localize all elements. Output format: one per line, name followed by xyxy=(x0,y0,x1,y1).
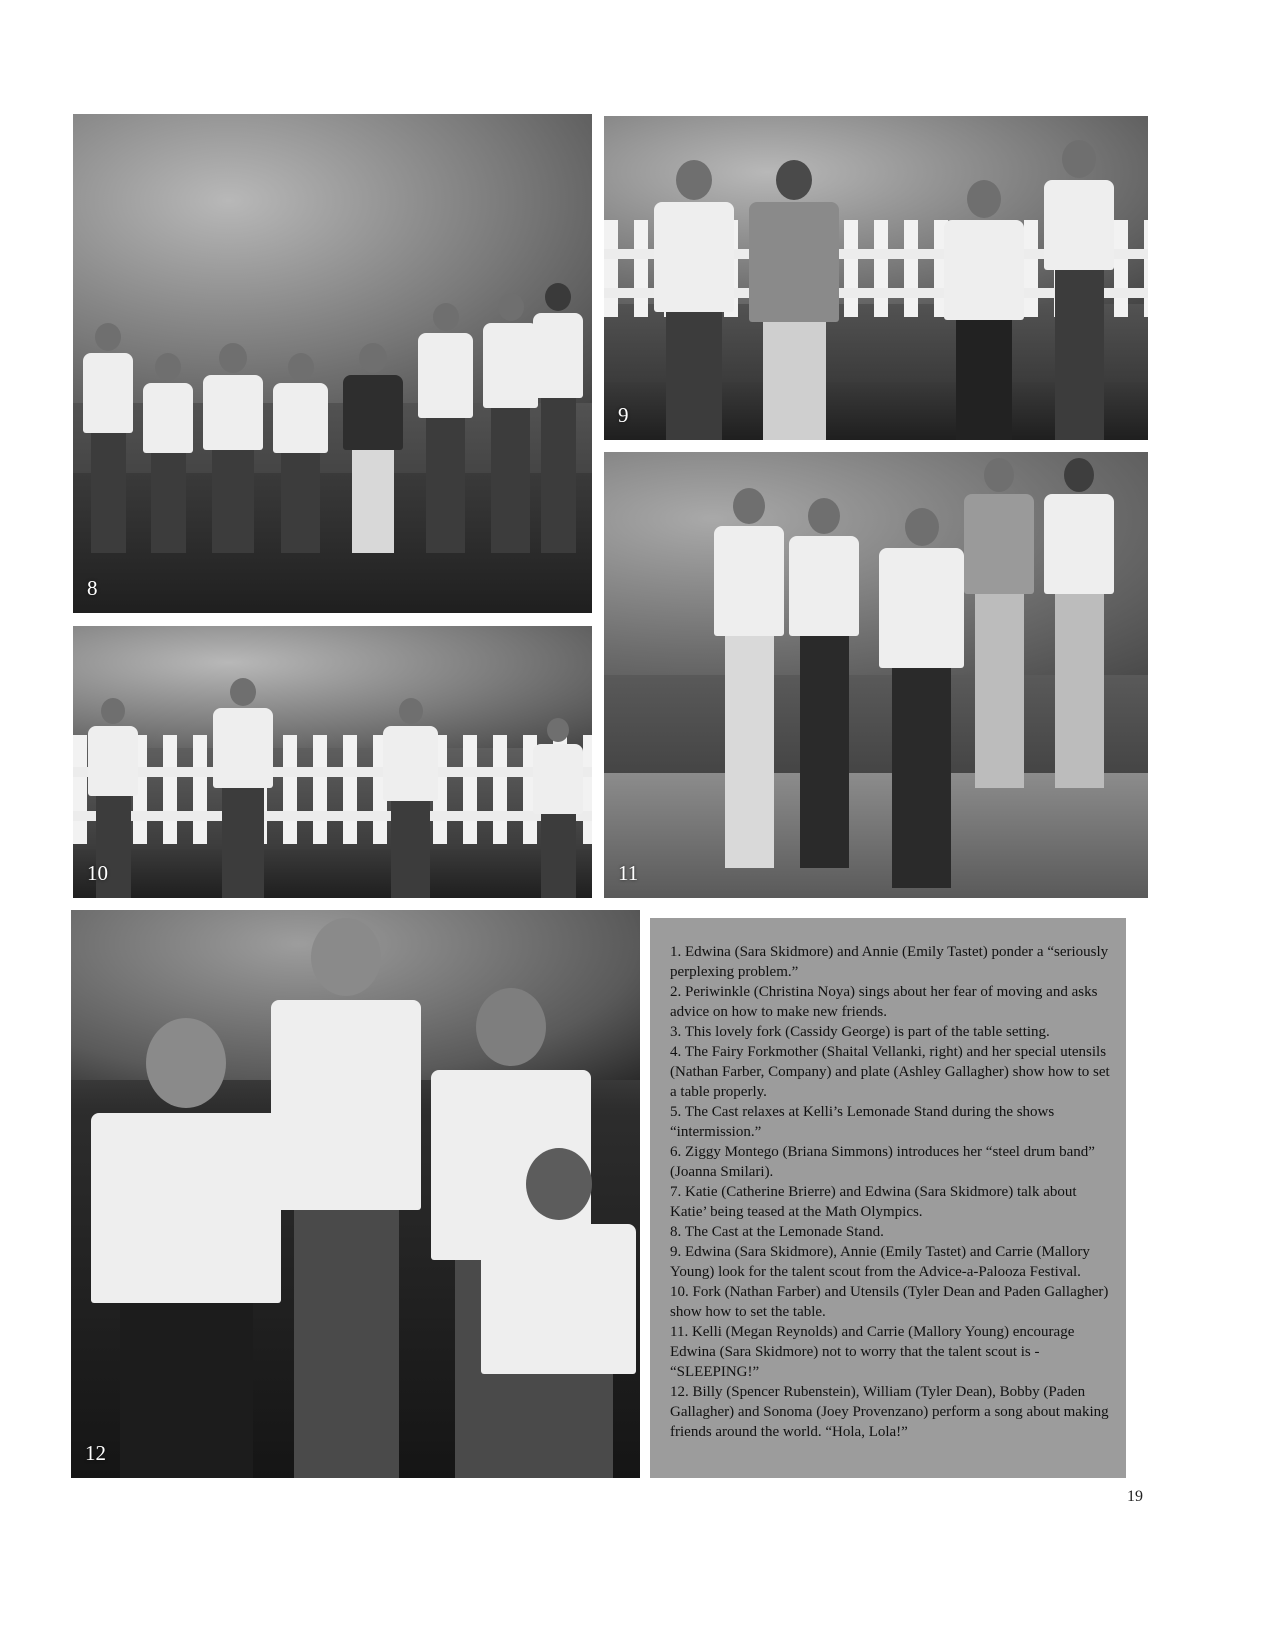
cast-member xyxy=(483,293,538,553)
caption-item: 4. The Fairy Forkmother (Shaital Vellanki, right) and her special utensils (Nathan Farber, Company) and plate (Ashley Gallagher) show how to set a table properly. xyxy=(670,1044,1110,1100)
photo-number: 12 xyxy=(85,1441,106,1465)
cast-member xyxy=(91,1018,281,1478)
photo-9 xyxy=(604,116,1148,440)
photo-11 xyxy=(604,452,1148,898)
cast-member xyxy=(481,1148,636,1478)
caption-item: 6. Ziggy Montego (Briana Simmons) introduces her “steel drum band” (Joanna Smilari). xyxy=(670,1144,1095,1180)
caption-item: 7. Katie (Catherine Brierre) and Edwina (Sara Skidmore) talk about Katie’ being teased at the Math Olympics. xyxy=(670,1184,1077,1220)
cast-member xyxy=(271,918,421,1478)
photo-12 xyxy=(71,910,640,1478)
stage-floor xyxy=(73,849,592,898)
cast-member xyxy=(83,323,133,553)
cast-member xyxy=(273,353,328,553)
caption-item: 12. Billy (Spencer Rubenstein), William (Tyler Dean), Bobby (Paden Gallagher) and Sonoma (Joey Provenzano) perform a song about making friends around the world. “Hola, Lola!” xyxy=(670,1384,1109,1440)
cast-member xyxy=(714,488,784,868)
caption-item: 9. Edwina (Sara Skidmore), Annie (Emily Tastet) and Carrie (Mallory Young) look for the talent scout from the Advice-a-Palooza Festival. xyxy=(670,1244,1090,1280)
stage-backdrop xyxy=(73,626,592,748)
cast-member xyxy=(879,508,964,888)
cast-member xyxy=(343,343,403,553)
cast-member xyxy=(1044,140,1114,440)
cast-member xyxy=(1044,458,1114,788)
cast-member xyxy=(203,343,263,553)
caption-item: 8. The Cast at the Lemonade Stand. xyxy=(670,1224,884,1240)
photo-number: 9 xyxy=(618,403,629,427)
caption-item: 10. Fork (Nathan Farber) and Utensils (Tyler Dean and Paden Gallagher) show how to set the table. xyxy=(670,1284,1109,1320)
cast-member xyxy=(944,180,1024,440)
photo-number: 8 xyxy=(87,576,98,600)
caption-item: 2. Periwinkle (Christina Noya) sings about her fear of moving and asks advice on how to make new friends. xyxy=(670,984,1098,1020)
caption-box xyxy=(650,918,1126,1478)
cast-member xyxy=(143,353,193,553)
cast-member xyxy=(383,698,438,898)
cast-member xyxy=(749,160,839,440)
caption-item: 11. Kelli (Megan Reynolds) and Carrie (Mallory Young) encourage Edwina (Sara Skidmore) not to worry that the talent scout is - “SLEEPING!” xyxy=(670,1324,1075,1380)
photo-8 xyxy=(73,114,592,613)
cast-member xyxy=(418,303,473,553)
cast-member xyxy=(533,718,583,898)
page-number: 19 xyxy=(1127,1488,1143,1505)
cast-member xyxy=(213,678,273,898)
cast-member xyxy=(964,458,1034,788)
cast-member xyxy=(533,283,583,553)
photo-number: 10 xyxy=(87,861,108,885)
caption-item: 3. This lovely fork (Cassidy George) is part of the table setting. xyxy=(670,1024,1050,1040)
cast-member xyxy=(789,498,859,868)
photo-number: 11 xyxy=(618,861,639,885)
picket-fence xyxy=(73,735,592,844)
caption-item: 1. Edwina (Sara Skidmore) and Annie (Emily Tastet) ponder a “seriously perplexing problem.” xyxy=(670,944,1109,980)
photo-10 xyxy=(73,626,592,898)
caption-item: 5. The Cast relaxes at Kelli’s Lemonade Stand during the shows “intermission.” xyxy=(670,1104,1055,1140)
stage-floor xyxy=(604,773,1148,898)
cast-member xyxy=(654,160,734,440)
